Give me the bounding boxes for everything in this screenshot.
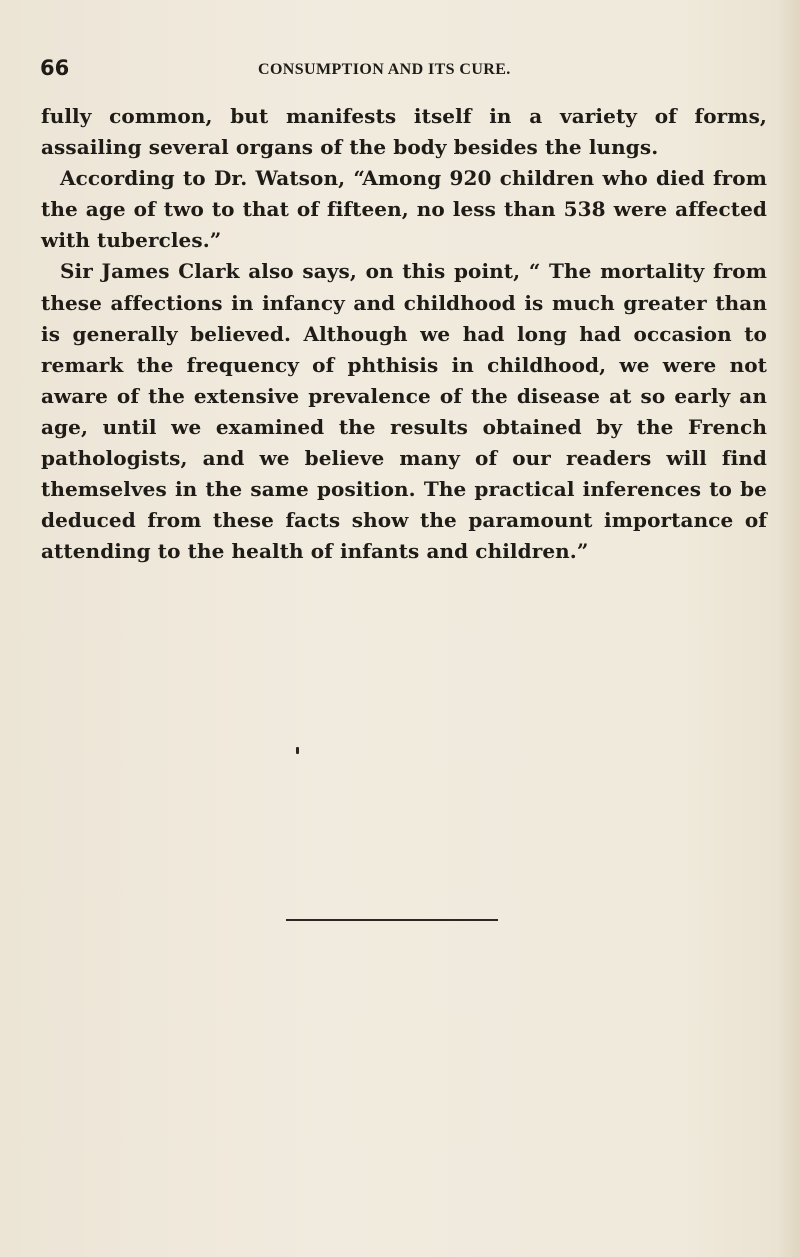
running-head	[40, 56, 765, 80]
paragraph-watson-quote: According to Dr. Watson, “Among 920 children who died from the age of two to that of fifteen, no less than 538 were affected with tubercles.”	[41, 166, 767, 253]
body-text	[41, 101, 767, 567]
page-edge-shadow	[778, 0, 800, 1257]
ink-speck	[296, 747, 299, 754]
paragraph-clark-quote: Sir James Clark also says, on this point, “ The mortality from these affections in infancy and childhood is much greater than is generally believed. Although we had long had occasion to remark the frequency of phthisis in childhood, we were not aware of the extensive prevalence of the disease at so early an age, until we examined the results obtained by the French pathologists, and we believe many of our readers will find themselves in the same position. The practical inferences to be deduced from these facts show the paramount importance of attending to the health of infants and children.”	[41, 259, 767, 564]
section-end-rule	[286, 919, 498, 921]
page-number: 66	[40, 56, 70, 80]
paragraph-continuation: fully common, but manifests itself in a variety of forms, assailing several organs of the body besides the lungs.	[41, 104, 767, 160]
running-head-title: CONSUMPTION AND ITS CURE.	[258, 61, 511, 78]
